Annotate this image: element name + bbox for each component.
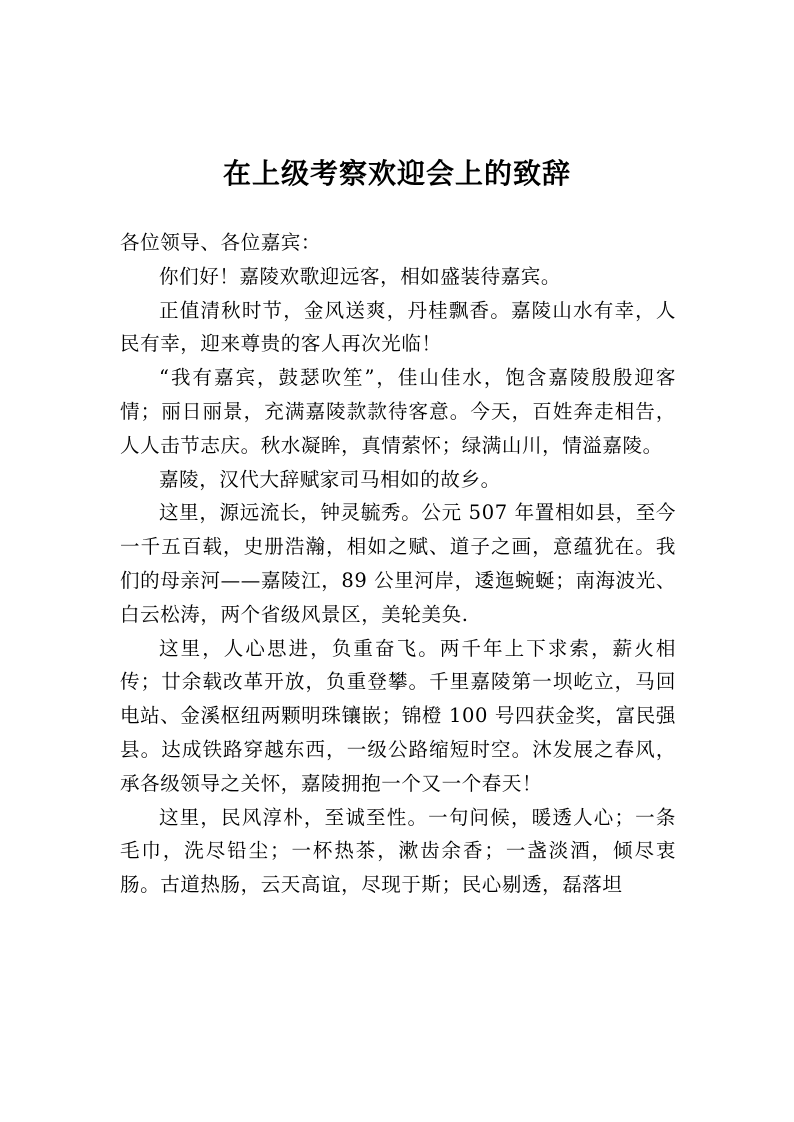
paragraph-folk-customs: 这里，民风淳朴，至诚至性。一句问候，暖透人心；一条毛巾，洗尽铅尘；一杯热茶，漱齿余香；一盏淡酒，倾尽衷肠。古道热肠，云天高谊，尽现于斯；民心剔透，磊落坦 xyxy=(120,805,676,897)
paragraph-season: 正值清秋时节，金风送爽，丹桂飘香。嘉陵山水有幸，人民有幸，迎来尊贵的客人再次光临！ xyxy=(120,298,676,356)
paragraph-greeting: 你们好！嘉陵欢歌迎远客，相如盛装待嘉宾。 xyxy=(159,264,562,288)
paragraph-welcome: “我有嘉宾，鼓瑟吹笙”，佳山佳水，饱含嘉陵殷殷迎客情；丽日丽景，充满嘉陵款款待客意。今天，百姓奔走相告，人人击节志庆。秋水凝眸，真情萦怀；绿满山川，情溢嘉陵。 xyxy=(120,366,676,457)
document-title: 在上级考察欢迎会上的致辞 xyxy=(222,157,571,190)
document-body xyxy=(120,226,676,902)
paragraph-history: 这里，源远流长，钟灵毓秀。公元 507 年置相如县，至今一千五百载，史册浩瀚，相如之赋、道子之画，意蕴犹在。我们的母亲河——嘉陵江，89 公里河岸，逶迤蜿蜒；南海波光、白云松涛，两个省级风景区，美轮美奂. xyxy=(120,501,676,626)
paragraph-hometown: 嘉陵，汉代大辞赋家司马相如的故乡。 xyxy=(159,467,501,491)
salutation: 各位领导、各位嘉宾： xyxy=(120,231,322,254)
paragraph-development: 这里，人心思进，负重奋飞。两千年上下求索，薪火相传；廿余载改革开放，负重登攀。千里嘉陵第一坝屹立，马回电站、金溪枢纽两颗明珠镶嵌；锦橙 100 号四获金奖，富民强县。达成铁路穿越东西，一级公路缩短时空。沐发展之春风，承各级领导之关怀，嘉陵拥抱一个又一个春天！ xyxy=(120,636,676,795)
